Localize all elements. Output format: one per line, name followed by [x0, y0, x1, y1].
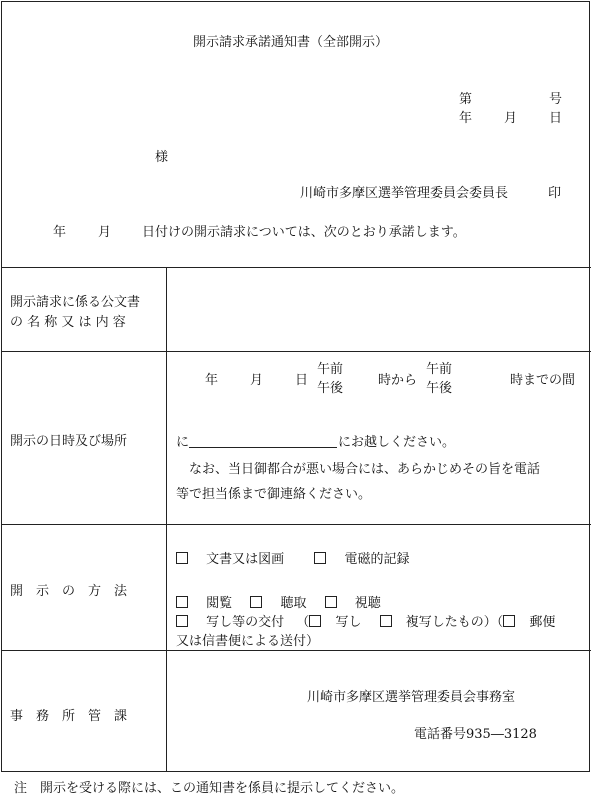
- document-name-label-line2: の 名 称 又 は 内 容: [10, 315, 126, 330]
- option-electronic: 電磁的記録: [344, 552, 410, 567]
- date-day: 日: [549, 111, 563, 126]
- document-checkbox[interactable]: [176, 552, 188, 564]
- dt-pm: 午後: [317, 381, 344, 396]
- method-label: 開 示 の 方 法: [10, 584, 128, 599]
- option-copy: 写し等の交付: [206, 615, 285, 630]
- column-divider: [166, 267, 167, 772]
- dt-year: 年: [205, 373, 219, 388]
- row-divider: [1, 351, 591, 352]
- office-name: 川崎市多摩区選挙管理委員会事務室: [307, 690, 516, 705]
- method-line1: [176, 548, 409, 567]
- option-mail: 郵便: [529, 615, 556, 630]
- watch-checkbox[interactable]: [325, 596, 337, 608]
- dt-am: 午前: [317, 362, 344, 377]
- dt-pm2: 午後: [426, 381, 453, 396]
- dt-note-line1: なお、当日御都合が悪い場合には、あらかじめその旨を電話: [189, 462, 541, 477]
- date-year: 年: [459, 111, 473, 126]
- paren-open: （: [296, 615, 310, 630]
- intro-text: 日付けの開示請求については、次のとおり承諾します。: [142, 225, 466, 240]
- dt-am2: 午前: [426, 362, 453, 377]
- sender-name: 川崎市多摩区選挙管理委員会委員長: [300, 186, 509, 201]
- option-mail-line2: 又は信書便による送付）: [176, 634, 320, 649]
- row-divider: [1, 524, 591, 525]
- view-checkbox[interactable]: [176, 596, 188, 608]
- copy-only-checkbox[interactable]: [309, 615, 321, 627]
- number-suffix: 号: [549, 92, 563, 107]
- mail-checkbox[interactable]: [503, 615, 515, 627]
- row-divider: [1, 650, 591, 651]
- listen-checkbox[interactable]: [250, 596, 262, 608]
- dt-until: 時までの間: [510, 373, 576, 388]
- document-name-label-line1: 開示請求に係る公文書: [10, 295, 141, 310]
- option-view: 閲覧: [206, 596, 233, 611]
- seal-mark: 印: [548, 186, 562, 201]
- option-copy-only: 写し: [335, 615, 362, 630]
- form-title: 開示請求承諾通知書（全部開示）: [193, 35, 389, 50]
- dt-from: 時から: [378, 373, 418, 388]
- option-document: 文書又は図画: [206, 552, 285, 567]
- dt-day: 日: [295, 373, 309, 388]
- dt-note-line2: 等で担当係まで御連絡ください。: [176, 487, 372, 502]
- method-line3: [176, 611, 555, 630]
- copy-delivery-checkbox[interactable]: [176, 615, 188, 627]
- dt-ni: に: [176, 435, 190, 450]
- dt-visit: にお越しください。: [338, 435, 456, 450]
- option-watch: 視聴: [354, 596, 381, 611]
- electronic-checkbox[interactable]: [314, 552, 326, 564]
- duplicate-checkbox[interactable]: [380, 615, 392, 627]
- option-duplicate: 複写したもの）（: [405, 615, 504, 630]
- intro-year: 年: [53, 225, 67, 240]
- footnote: 注 開示を受ける際には、この通知書を係員に提示してください。: [14, 781, 405, 796]
- office-label: 事 務 所 管 課: [10, 709, 128, 724]
- date-month: 月: [504, 111, 518, 126]
- dt-month: 月: [250, 373, 264, 388]
- method-line2: [176, 592, 381, 611]
- number-prefix: 第: [459, 92, 473, 107]
- option-listen: 聴取: [280, 596, 307, 611]
- datetime-place-label: 開示の日時及び場所: [10, 434, 128, 449]
- addressee-suffix: 様: [155, 150, 169, 165]
- intro-month: 月: [98, 225, 112, 240]
- office-phone: 電話番号935―3128: [414, 727, 537, 742]
- table-top-line: [1, 267, 591, 268]
- place-blank-line: [189, 447, 337, 448]
